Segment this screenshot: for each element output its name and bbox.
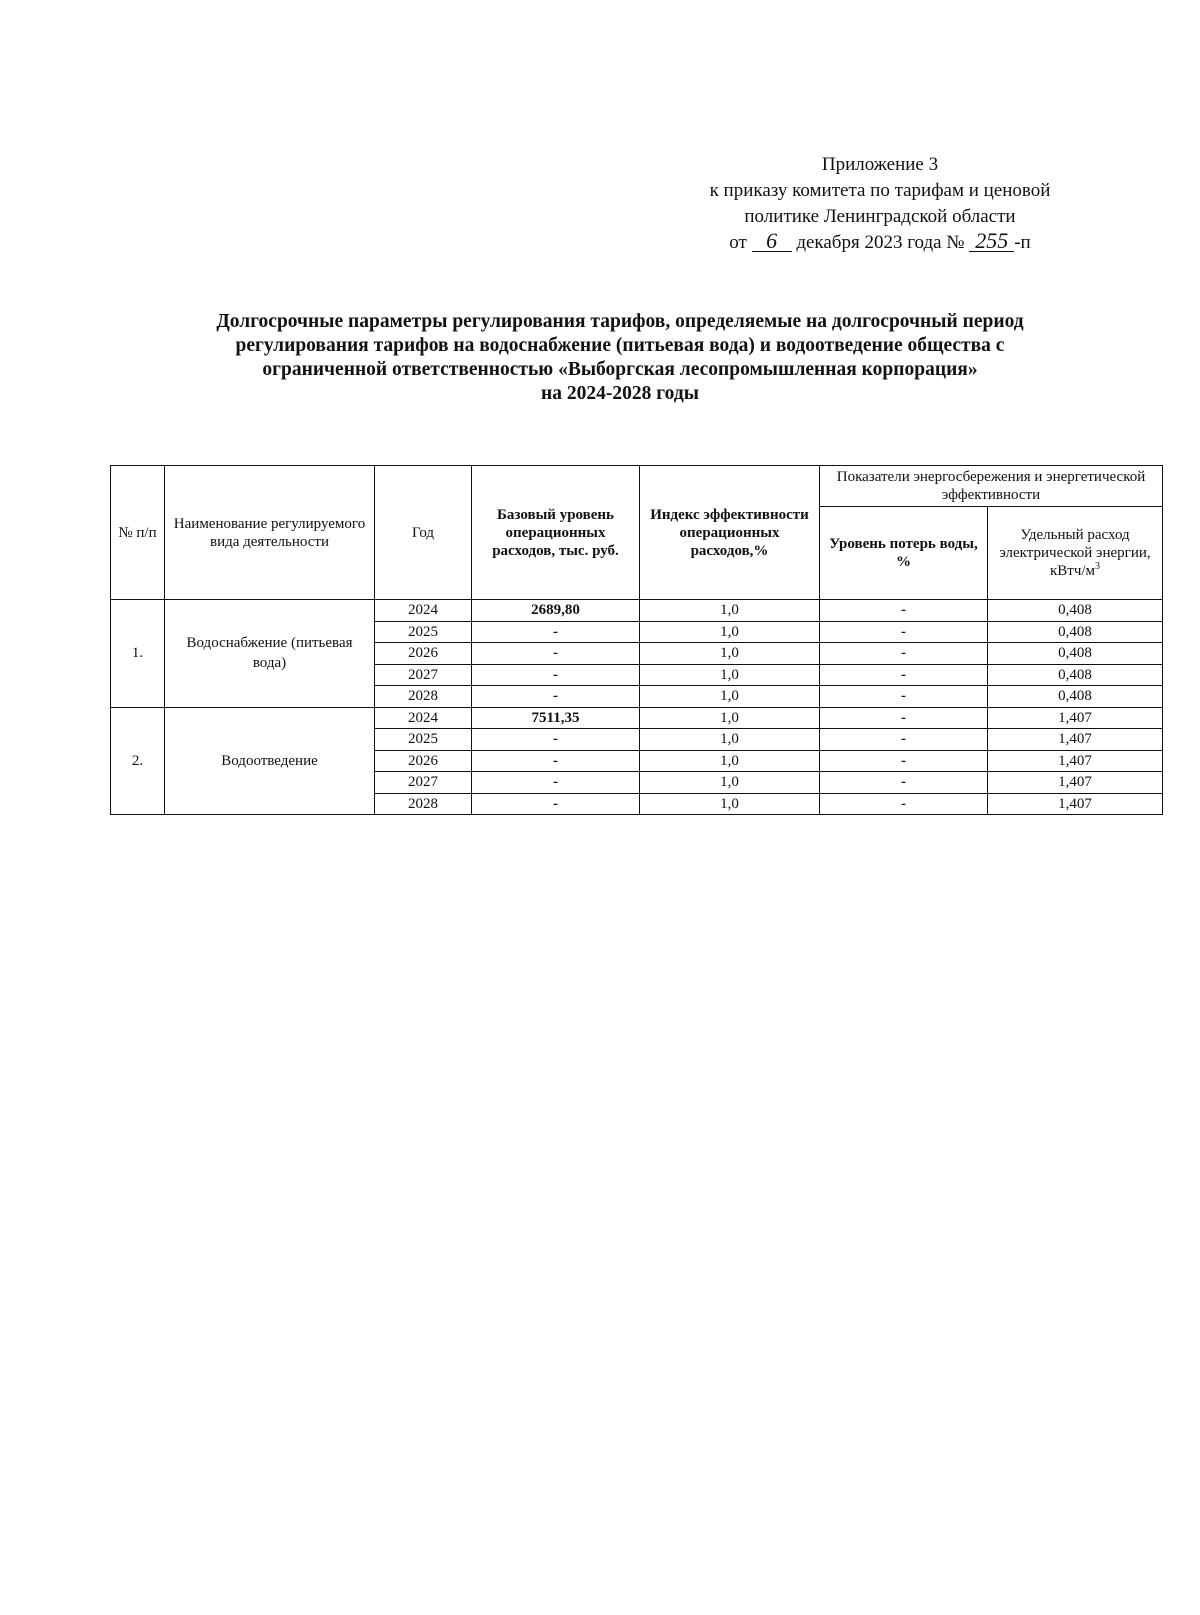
specific-consumption-cell: 0,408 — [988, 621, 1163, 643]
water-loss-cell: - — [820, 707, 988, 729]
water-loss-cell: - — [820, 729, 988, 751]
appendix-block — [640, 152, 1120, 256]
specific-consumption-cell: 0,408 — [988, 600, 1163, 622]
header-activity: Наименование регулируемого вида деятельности — [165, 466, 375, 600]
base-level-cell: - — [472, 793, 640, 815]
group-activity-cell: Водоотведение — [165, 707, 375, 815]
base-level-cell: - — [472, 750, 640, 772]
table-row — [111, 707, 1163, 729]
appendix-title: Приложение 3 — [821, 154, 939, 175]
specific-consumption-cell: 1,407 — [988, 729, 1163, 751]
base-level-cell: - — [472, 686, 640, 708]
water-loss-cell: - — [820, 750, 988, 772]
base-level-cell: - — [472, 664, 640, 686]
specific-consumption-cell: 0,408 — [988, 686, 1163, 708]
efficiency-index-cell: 1,0 — [640, 643, 820, 665]
base-level-cell: - — [472, 772, 640, 794]
handwritten-day: 6 — [752, 231, 792, 252]
year-cell: 2026 — [375, 643, 472, 665]
base-level-cell: 2689,80 — [472, 600, 640, 622]
efficiency-index-cell: 1,0 — [640, 621, 820, 643]
header-base-level: Базовый уровень операционных расходов, тыс. руб. — [472, 466, 640, 600]
specific-consumption-cell: 0,408 — [988, 643, 1163, 665]
appendix-date-line — [640, 230, 1120, 256]
title-line-1: Долгосрочные параметры регулирования тарифов, определяемые на долгосрочный период — [216, 311, 1024, 332]
number-suffix: -п — [1014, 232, 1031, 253]
base-level-cell: - — [472, 621, 640, 643]
efficiency-index-cell: 1,0 — [640, 707, 820, 729]
appendix-committee-line: политике Ленинградской области — [744, 206, 1016, 227]
header-year: Год — [375, 466, 472, 600]
water-loss-cell: - — [820, 793, 988, 815]
efficiency-index-cell: 1,0 — [640, 729, 820, 751]
base-level-cell: - — [472, 643, 640, 665]
group-num-cell: 1. — [111, 600, 165, 708]
header-water-loss: Уровень потерь воды, % — [820, 507, 988, 600]
table-header-row — [111, 466, 1163, 507]
water-loss-cell: - — [820, 686, 988, 708]
efficiency-index-cell: 1,0 — [640, 750, 820, 772]
specific-consumption-cell: 1,407 — [988, 750, 1163, 772]
header-num: № п/п — [111, 466, 165, 600]
year-cell: 2024 — [375, 600, 472, 622]
water-loss-cell: - — [820, 664, 988, 686]
water-loss-cell: - — [820, 621, 988, 643]
table-body — [111, 600, 1163, 815]
parameters-table — [110, 465, 1163, 815]
efficiency-index-cell: 1,0 — [640, 772, 820, 794]
efficiency-index-cell: 1,0 — [640, 793, 820, 815]
year-cell: 2028 — [375, 686, 472, 708]
title-line-2: регулирования тарифов на водоснабжение (питьевая вода) и водоотведение общества с — [235, 335, 1005, 356]
year-cell: 2024 — [375, 707, 472, 729]
water-loss-cell: - — [820, 643, 988, 665]
base-level-cell: 7511,35 — [472, 707, 640, 729]
appendix-order-line: к приказу комитета по тарифам и ценовой — [709, 180, 1051, 201]
date-prefix: от — [729, 232, 747, 253]
header-energy-group: Показатели энергосбережения и энергетической эффективности — [820, 466, 1163, 507]
water-loss-cell: - — [820, 600, 988, 622]
specific-consumption-cell: 1,407 — [988, 707, 1163, 729]
base-level-cell: - — [472, 729, 640, 751]
year-cell: 2025 — [375, 729, 472, 751]
year-cell: 2027 — [375, 664, 472, 686]
date-middle: декабря 2023 года № — [796, 232, 965, 253]
header-specific-consumption-sup: 3 — [1095, 561, 1101, 572]
specific-consumption-cell: 1,407 — [988, 793, 1163, 815]
title-line-3: ограниченной ответственностью «Выборгская лесопромышленная корпорация» — [262, 359, 978, 380]
group-activity-cell: Водоснабжение (питьевая вода) — [165, 600, 375, 708]
header-efficiency-index: Индекс эффективности операционных расходов,% — [640, 466, 820, 600]
group-num-cell: 2. — [111, 707, 165, 815]
document-title — [110, 310, 1130, 406]
specific-consumption-cell: 1,407 — [988, 772, 1163, 794]
year-cell: 2028 — [375, 793, 472, 815]
year-cell: 2027 — [375, 772, 472, 794]
efficiency-index-cell: 1,0 — [640, 686, 820, 708]
title-line-4: на 2024-2028 годы — [541, 383, 699, 404]
header-specific-consumption-text: Удельный расход электрической энергии, кВтч/м — [999, 527, 1151, 579]
specific-consumption-cell: 0,408 — [988, 664, 1163, 686]
efficiency-index-cell: 1,0 — [640, 664, 820, 686]
table-row — [111, 600, 1163, 622]
efficiency-index-cell: 1,0 — [640, 600, 820, 622]
year-cell: 2025 — [375, 621, 472, 643]
year-cell: 2026 — [375, 750, 472, 772]
water-loss-cell: - — [820, 772, 988, 794]
header-specific-consumption — [988, 507, 1163, 600]
handwritten-number: 255 — [969, 231, 1014, 252]
